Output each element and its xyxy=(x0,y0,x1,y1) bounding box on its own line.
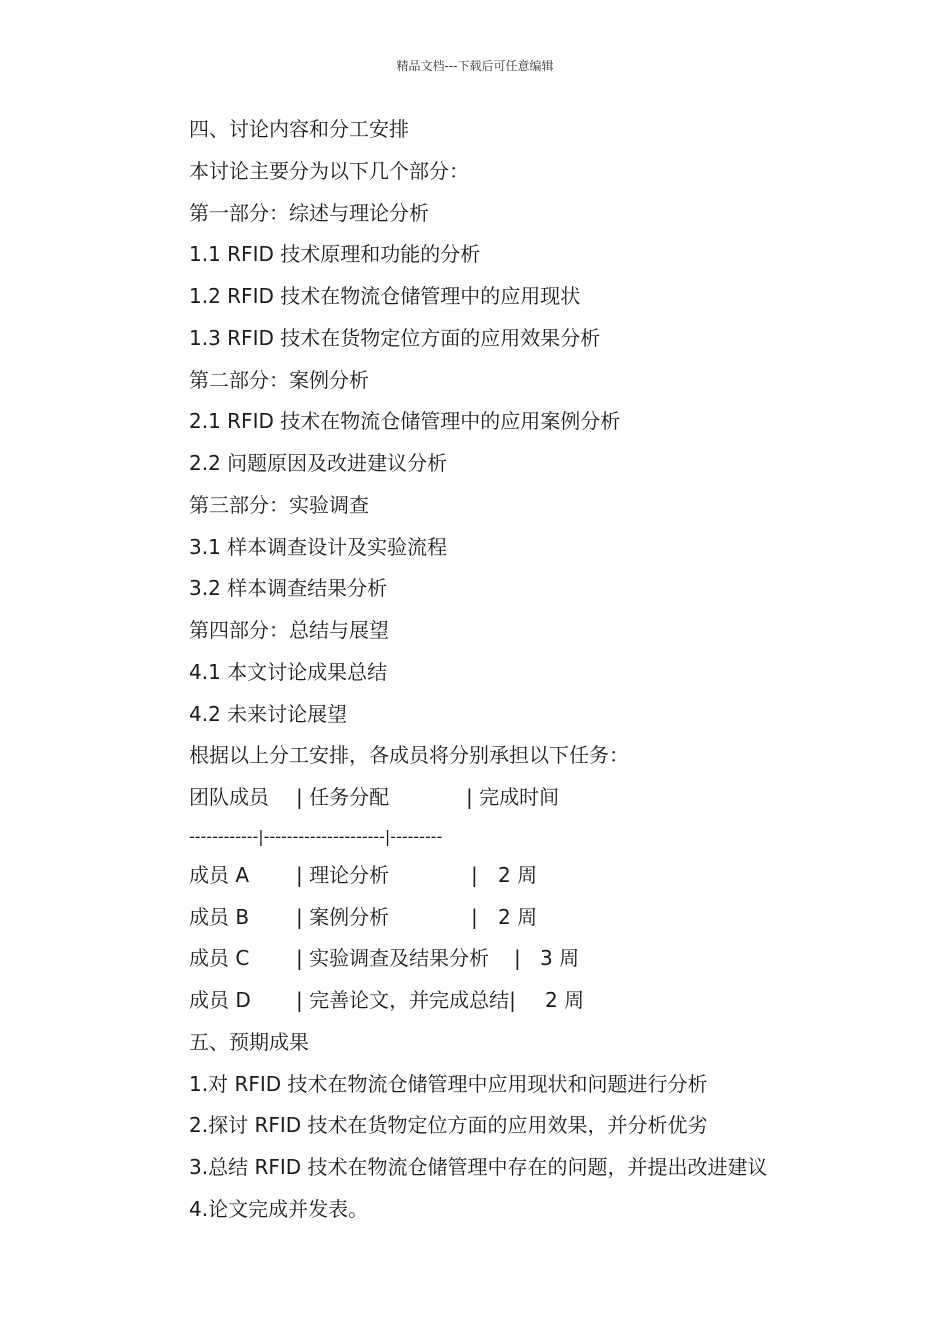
table-cell: | 案例分析 xyxy=(296,904,390,929)
list-item: 2.1 RFID 技术在物流仓储管理中的应用案例分析 xyxy=(189,409,621,434)
table-header-cell: | 完成时间 xyxy=(466,785,560,809)
table-cell: 2 周 xyxy=(545,988,585,1012)
table-cell: 成员 B xyxy=(189,904,250,929)
list-item: 4.1 本文讨论成果总结 xyxy=(189,659,388,684)
list-item: 3.2 样本调查结果分析 xyxy=(189,576,388,601)
table-cell: | 理论分析 xyxy=(296,862,390,887)
table-cell: | xyxy=(514,946,521,971)
table-cell: 成员 D xyxy=(189,988,251,1012)
list-item: 1.对 RFID 技术在物流仓储管理中应用现状和问题进行分析 xyxy=(189,1071,708,1096)
list-item: 3.总结 RFID 技术在物流仓储管理中存在的问题，并提出改进建议 xyxy=(189,1155,768,1179)
list-item: 4.2 未来讨论展望 xyxy=(189,701,348,726)
list-item: 1.2 RFID 技术在物流仓储管理中的应用现状 xyxy=(189,284,581,308)
list-item: 1.3 RFID 技术在货物定位方面的应用效果分析 xyxy=(189,325,601,350)
task-table-header xyxy=(189,777,909,819)
part-heading: 第一部分：综述与理论分析 xyxy=(189,200,429,225)
table-cell: | 实验调查及结果分析 xyxy=(296,946,490,971)
table-cell: | 完善论文，并完成总结| xyxy=(296,988,516,1012)
table-cell: | xyxy=(471,904,478,929)
table-row xyxy=(189,938,909,980)
document-body xyxy=(189,109,909,1231)
list-item: 2.2 问题原因及改进建议分析 xyxy=(189,451,448,475)
paragraph: 本讨论主要分为以下几个部分： xyxy=(189,158,469,183)
table-row xyxy=(189,855,909,897)
list-item: 2.探讨 RFID 技术在货物定位方面的应用效果，并分析优劣 xyxy=(189,1113,708,1138)
table-header-cell: | 任务分配 xyxy=(296,785,390,809)
section-heading: 五、预期成果 xyxy=(189,1029,309,1054)
part-heading: 第三部分：实验调查 xyxy=(189,492,369,517)
page-header: 精品文档---下载后可任意编辑 xyxy=(396,59,554,73)
paragraph: 根据以上分工安排，各成员将分别承担以下任务： xyxy=(189,743,629,768)
table-cell: 2 周 xyxy=(498,862,538,887)
table-cell: 3 周 xyxy=(540,946,580,971)
table-cell: 成员 C xyxy=(189,946,250,971)
part-heading: 第二部分：案例分析 xyxy=(189,367,369,392)
part-heading: 第四部分：总结与展望 xyxy=(189,618,389,642)
table-header-cell: 团队成员 xyxy=(189,785,269,809)
table-cell: | xyxy=(471,862,478,887)
table-row xyxy=(189,897,909,939)
table-row xyxy=(189,980,909,1022)
table-separator: ------------|---------------------|--------- xyxy=(189,826,443,846)
table-cell: 成员 A xyxy=(189,862,250,887)
table-cell: 2 周 xyxy=(498,904,538,929)
list-item: 1.1 RFID 技术原理和功能的分析 xyxy=(189,242,481,267)
list-item: 3.1 样本调查设计及实验流程 xyxy=(189,534,448,559)
section-heading: 四、讨论内容和分工安排 xyxy=(189,117,409,141)
list-item: 4.论文完成并发表。 xyxy=(189,1196,369,1221)
